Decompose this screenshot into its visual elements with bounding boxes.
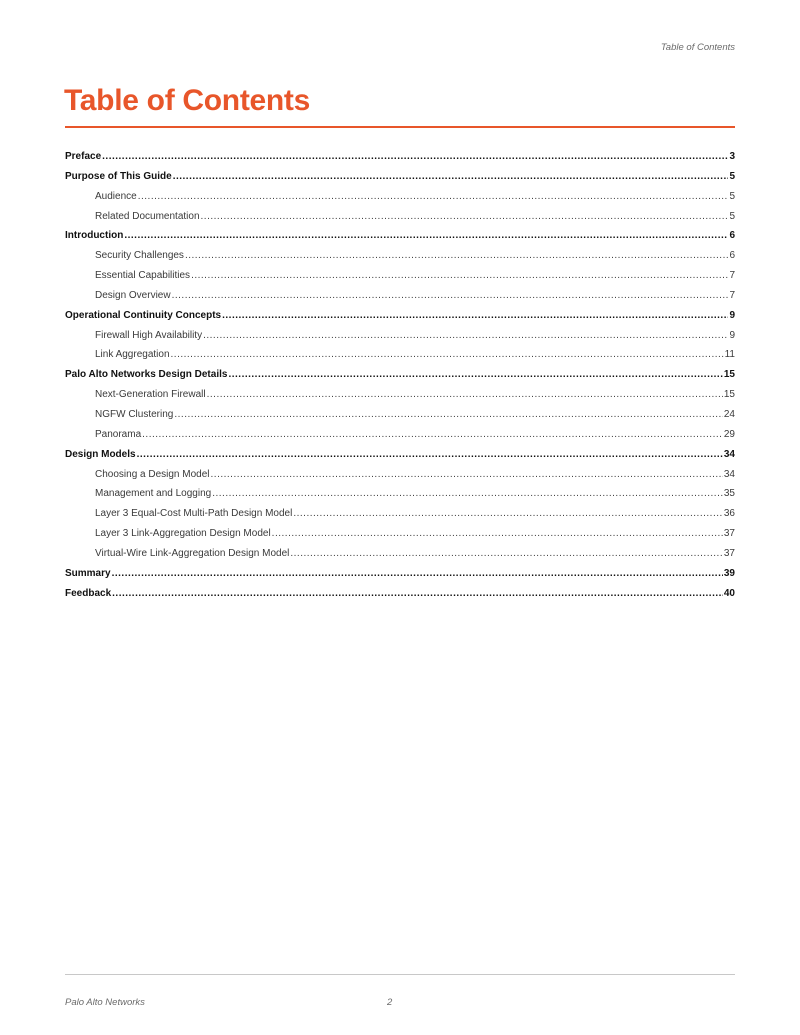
toc-entry-page: 37 xyxy=(723,547,735,559)
toc-dot-leader xyxy=(137,445,723,465)
toc-dot-leader xyxy=(222,306,728,326)
page-title: Table of Contents xyxy=(64,84,311,117)
table-of-contents xyxy=(65,147,735,603)
toc-entry-label: Preface xyxy=(65,151,102,162)
toc-subsection-entry[interactable] xyxy=(65,187,735,207)
toc-dot-leader xyxy=(185,246,729,266)
toc-subsection-entry[interactable] xyxy=(65,326,735,346)
toc-dot-leader xyxy=(290,544,723,564)
toc-entry-label: Virtual-Wire Link-Aggregation Design Model xyxy=(95,547,290,559)
toc-subsection-entry[interactable] xyxy=(65,286,735,306)
toc-dot-leader xyxy=(228,365,722,385)
toc-entry-page: 7 xyxy=(729,289,735,301)
toc-dot-leader xyxy=(124,226,728,246)
toc-section-entry[interactable] xyxy=(65,445,735,465)
toc-dot-leader xyxy=(172,286,729,306)
toc-subsection-entry[interactable] xyxy=(65,544,735,564)
toc-subsection-entry[interactable] xyxy=(65,207,735,227)
toc-entry-page: 34 xyxy=(723,448,735,460)
toc-section-entry[interactable] xyxy=(65,226,735,246)
toc-entry-label: Security Challenges xyxy=(95,250,184,262)
toc-entry-page: 7 xyxy=(729,270,735,282)
toc-entry-page: 34 xyxy=(723,468,735,480)
toc-entry-page: 24 xyxy=(723,408,735,420)
toc-entry-label: Related Documentation xyxy=(95,210,200,222)
toc-entry-page: 35 xyxy=(723,488,735,500)
toc-entry-label: Design Models xyxy=(65,448,136,460)
toc-entry-label: Firewall High Availability xyxy=(95,329,203,341)
toc-entry-page: 15 xyxy=(723,369,735,381)
toc-subsection-entry[interactable] xyxy=(65,504,735,524)
toc-subsection-entry[interactable] xyxy=(65,465,735,485)
toc-dot-leader xyxy=(112,584,723,604)
toc-dot-leader xyxy=(102,147,728,167)
toc-entry-label: Layer 3 Link-Aggregation Design Model xyxy=(95,528,271,540)
toc-entry-label: Essential Capabilities xyxy=(95,270,191,282)
toc-entry-page: 36 xyxy=(723,508,735,520)
toc-dot-leader xyxy=(174,405,723,425)
toc-dot-leader xyxy=(272,524,723,544)
toc-entry-page: 11 xyxy=(724,349,735,361)
toc-entry-label: Choosing a Design Model xyxy=(95,468,210,480)
toc-section-entry[interactable] xyxy=(65,306,735,326)
toc-subsection-entry[interactable] xyxy=(65,246,735,266)
toc-subsection-entry[interactable] xyxy=(65,484,735,504)
toc-entry-label: Design Overview xyxy=(95,289,171,301)
toc-dot-leader xyxy=(142,425,723,445)
toc-entry-page: 39 xyxy=(723,567,735,579)
toc-dot-leader xyxy=(207,385,723,405)
title-rule xyxy=(65,126,735,128)
toc-subsection-entry[interactable] xyxy=(65,345,735,365)
toc-dot-leader xyxy=(201,207,729,227)
footer-rule xyxy=(65,974,735,975)
toc-entry-page: 15 xyxy=(723,389,735,401)
toc-entry-page: 3 xyxy=(729,151,735,162)
toc-subsection-entry[interactable] xyxy=(65,405,735,425)
toc-entry-page: 6 xyxy=(729,250,735,262)
toc-section-entry[interactable] xyxy=(65,584,735,604)
toc-entry-page: 5 xyxy=(729,190,735,202)
toc-entry-label: Next-Generation Firewall xyxy=(95,389,206,401)
toc-dot-leader xyxy=(173,167,729,187)
toc-dot-leader xyxy=(171,345,724,365)
toc-dot-leader xyxy=(293,504,723,524)
toc-section-entry[interactable] xyxy=(65,167,735,187)
toc-entry-label: Introduction xyxy=(65,230,124,242)
toc-entry-page: 40 xyxy=(723,587,735,599)
toc-entry-label: Management and Logging xyxy=(95,488,212,500)
toc-entry-page: 9 xyxy=(729,329,735,341)
toc-entry-label: Layer 3 Equal-Cost Multi-Path Design Model xyxy=(95,508,293,520)
toc-entry-page: 29 xyxy=(723,428,735,440)
toc-entry-label: NGFW Clustering xyxy=(95,408,174,420)
toc-dot-leader xyxy=(138,187,729,207)
toc-entry-page: 6 xyxy=(729,230,735,242)
toc-entry-label: Feedback xyxy=(65,587,112,599)
toc-entry-label: Operational Continuity Concepts xyxy=(65,309,222,321)
toc-entry-label: Purpose of This Guide xyxy=(65,170,172,182)
toc-entry-label: Link Aggregation xyxy=(95,349,170,361)
toc-dot-leader xyxy=(212,484,723,504)
toc-subsection-entry[interactable] xyxy=(65,524,735,544)
toc-entry-page: 5 xyxy=(729,210,735,222)
toc-dot-leader xyxy=(203,326,728,346)
footer-company-name: Palo Alto Networks xyxy=(65,997,145,1008)
toc-entry-page: 9 xyxy=(729,309,735,321)
toc-entry-page: 5 xyxy=(729,170,735,182)
toc-entry-label: Panorama xyxy=(95,428,142,440)
toc-dot-leader xyxy=(191,266,728,286)
toc-dot-leader xyxy=(211,465,723,485)
toc-entry-label: Audience xyxy=(95,190,137,202)
toc-section-entry[interactable] xyxy=(65,147,735,167)
toc-subsection-entry[interactable] xyxy=(65,266,735,286)
toc-dot-leader xyxy=(112,564,723,584)
footer-page-number: 2 xyxy=(387,997,393,1008)
toc-section-entry[interactable] xyxy=(65,365,735,385)
toc-entry-page: 37 xyxy=(723,528,735,540)
toc-subsection-entry[interactable] xyxy=(65,385,735,405)
toc-entry-label: Summary xyxy=(65,567,111,579)
toc-subsection-entry[interactable] xyxy=(65,425,735,445)
toc-section-entry[interactable] xyxy=(65,564,735,584)
running-header: Table of Contents xyxy=(660,42,735,53)
toc-entry-label: Palo Alto Networks Design Details xyxy=(65,369,228,381)
